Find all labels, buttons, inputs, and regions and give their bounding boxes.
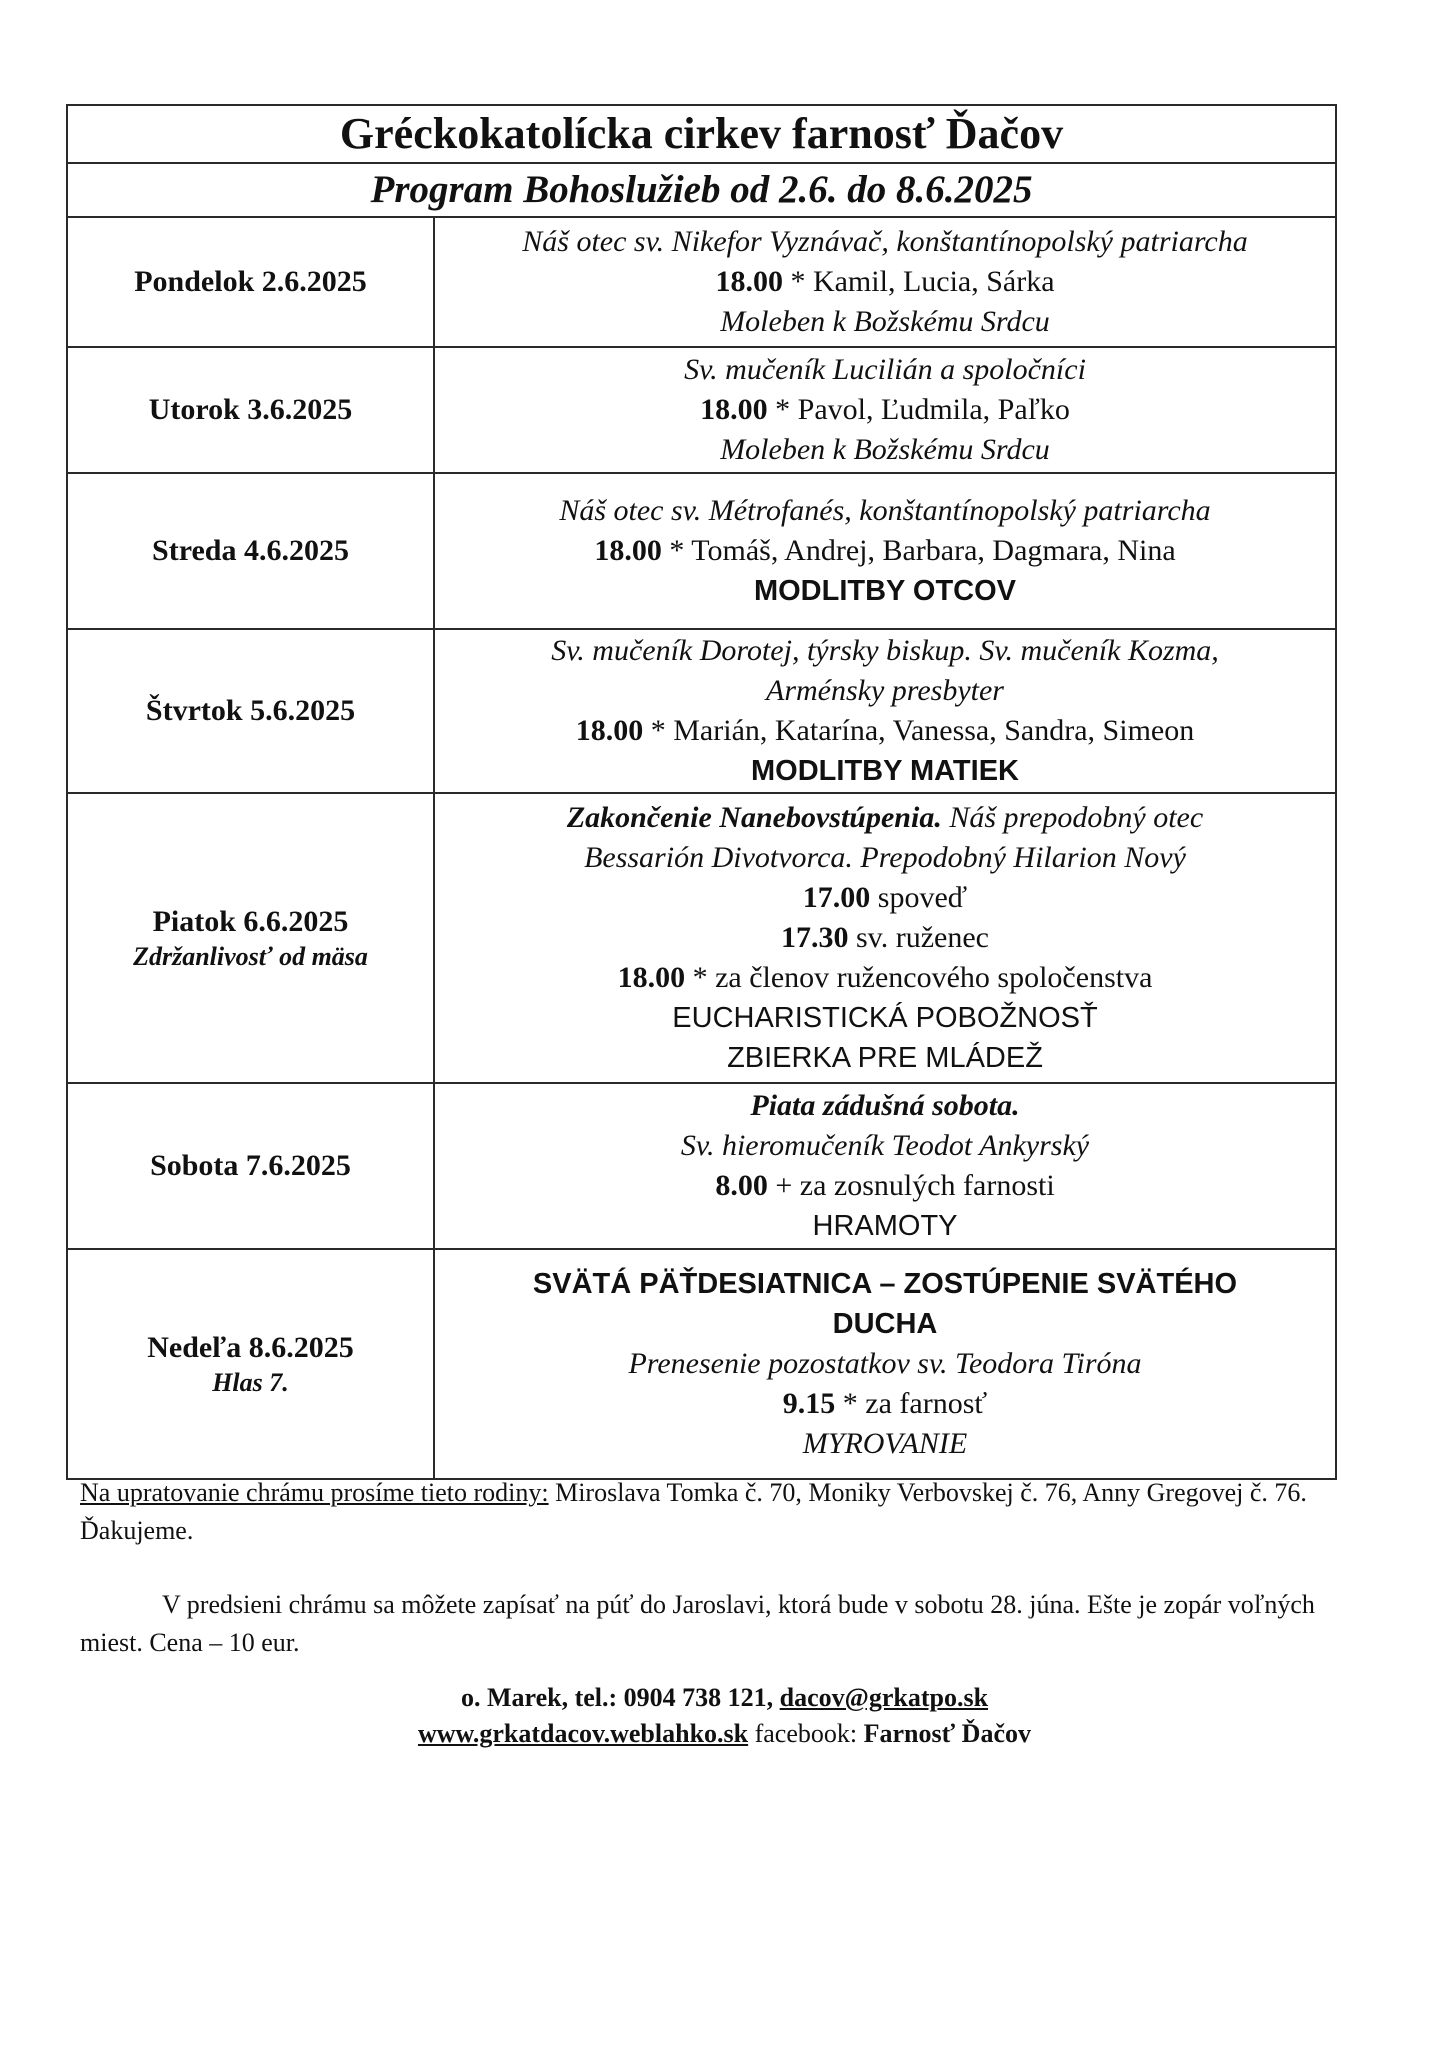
service-intention: * Kamil, Lucia, Sárka bbox=[790, 265, 1055, 298]
program-subtitle: Program Bohoslužieb od 2.6. do 8.6.2025 bbox=[67, 163, 1336, 217]
day-label: Streda 4.6.2025 bbox=[152, 534, 349, 567]
day-row bbox=[67, 793, 1336, 1083]
service-intention: * Marián, Katarína, Vanessa, Sandra, Simeon bbox=[650, 714, 1195, 747]
day-row bbox=[67, 1083, 1336, 1249]
contact-block bbox=[0, 1680, 1449, 1752]
feast-text: Náš prepodobný otec bbox=[941, 801, 1204, 834]
detail-line bbox=[435, 1384, 1335, 1424]
contact-line-1 bbox=[0, 1680, 1449, 1716]
email-link[interactable]: dacov@grkatpo.sk bbox=[779, 1683, 989, 1712]
day-cell bbox=[67, 793, 434, 1083]
detail-line bbox=[435, 958, 1335, 998]
service-time: 18.00 bbox=[575, 714, 644, 747]
day-row bbox=[67, 629, 1336, 793]
detail-line bbox=[435, 531, 1335, 571]
service-time: 17.00 bbox=[802, 881, 871, 914]
service-intention: * za členov ružencového spoločenstva bbox=[692, 961, 1153, 994]
day-label: Pondelok 2.6.2025 bbox=[134, 265, 367, 298]
contact-line-2 bbox=[0, 1716, 1449, 1752]
day-label: Nedeľa 8.6.2025 bbox=[147, 1331, 354, 1364]
service-intention: * Pavol, Ľudmila, Paľko bbox=[775, 393, 1070, 426]
day-row bbox=[67, 217, 1336, 347]
facebook-name: Farnosť Ďačov bbox=[863, 1719, 1031, 1748]
day-cell bbox=[67, 629, 434, 793]
detail-line: Sv. mučeník Dorotej, týrsky biskup. Sv. mučeník Kozma, bbox=[551, 634, 1219, 667]
detail-line: HRAMOTY bbox=[812, 1210, 958, 1242]
day-label: Piatok 6.6.2025 bbox=[152, 905, 349, 938]
detail-cell bbox=[434, 1249, 1336, 1479]
cleaning-families: Miroslava Tomka č. 70, Moniky Verbovskej č. 76, Anny Gregovej č. 76. Ďakujeme. bbox=[80, 1478, 1307, 1545]
detail-line: MODLITBY MATIEK bbox=[751, 755, 1019, 787]
detail-line: MYROVANIE bbox=[802, 1427, 968, 1460]
cleaning-notice bbox=[80, 1474, 1330, 1550]
day-label: Sobota 7.6.2025 bbox=[150, 1149, 351, 1182]
feast-title: Zakončenie Nanebovstúpenia. bbox=[566, 801, 942, 834]
detail-cell bbox=[434, 347, 1336, 473]
schedule-table bbox=[66, 104, 1337, 1480]
detail-line: Piata zádušná sobota. bbox=[750, 1089, 1020, 1122]
day-label: Utorok 3.6.2025 bbox=[148, 393, 353, 426]
detail-line bbox=[435, 918, 1335, 958]
detail-line bbox=[435, 262, 1335, 302]
detail-line: Náš otec sv. Nikefor Vyznávač, konštantínopolský patriarcha bbox=[522, 225, 1248, 258]
service-time: 18.00 bbox=[715, 265, 783, 298]
detail-cell bbox=[434, 473, 1336, 629]
service-intention: spoveď bbox=[877, 881, 968, 914]
service-intention: * Tomáš, Andrej, Barbara, Dagmara, Nina bbox=[669, 534, 1176, 567]
detail-line: Arménsky presbyter bbox=[766, 674, 1004, 707]
subheader-row bbox=[67, 163, 1336, 217]
detail-line: Sv. mučeník Lucilián a spoločníci bbox=[684, 353, 1086, 386]
service-time: 9.15 bbox=[782, 1387, 836, 1420]
detail-line: Sv. hieromučeník Teodot Ankyrský bbox=[680, 1129, 1090, 1162]
detail-line: DUCHA bbox=[832, 1308, 938, 1340]
service-time: 18.00 bbox=[617, 961, 686, 994]
day-row bbox=[67, 473, 1336, 629]
cleaning-label: Na upratovanie chrámu prosíme tieto rodiny: bbox=[80, 1478, 549, 1507]
detail-cell bbox=[434, 217, 1336, 347]
parish-title: Gréckokatolícka cirkev farnosť Ďačov bbox=[67, 105, 1336, 163]
detail-line: Moleben k Božskému Srdcu bbox=[720, 433, 1050, 466]
detail-line: EUCHARISTICKÁ POBOŽNOSŤ bbox=[672, 1002, 1098, 1034]
day-row bbox=[67, 1249, 1336, 1479]
service-time: 18.00 bbox=[700, 393, 768, 426]
detail-line: MODLITBY OTCOV bbox=[753, 575, 1017, 607]
service-time: 17.30 bbox=[781, 921, 849, 954]
priest-phone: o. Marek, tel.: 0904 738 121, bbox=[460, 1683, 780, 1712]
detail-line: Náš otec sv. Métrofanés, konštantínopolský patriarcha bbox=[559, 494, 1211, 527]
detail-line bbox=[435, 1166, 1335, 1206]
pilgrimage-notice: V predsieni chrámu sa môžete zapísať na púť do Jaroslavi, ktorá bude v sobotu 28. júna. Ešte je zopár voľných miest. Cena – 10 eur. bbox=[80, 1590, 1315, 1657]
website-link[interactable]: www.grkatdacov.weblahko.sk bbox=[417, 1719, 749, 1748]
detail-line bbox=[435, 878, 1335, 918]
service-intention: + za zosnulých farnosti bbox=[775, 1169, 1055, 1202]
day-cell bbox=[67, 1083, 434, 1249]
day-row bbox=[67, 347, 1336, 473]
detail-line: Moleben k Božskému Srdcu bbox=[720, 305, 1050, 338]
detail-line: Prenesenie pozostatkov sv. Teodora Tiróna bbox=[628, 1347, 1142, 1380]
service-time: 8.00 bbox=[715, 1169, 768, 1202]
day-cell bbox=[67, 347, 434, 473]
detail-cell bbox=[434, 793, 1336, 1083]
detail-line: SVÄTÁ PÄŤDESIATNICA – ZOSTÚPENIE SVÄTÉHO bbox=[532, 1268, 1238, 1300]
detail-line: ZBIERKA PRE MLÁDEŽ bbox=[727, 1042, 1043, 1074]
day-cell bbox=[67, 1249, 434, 1479]
service-intention: * za farnosť bbox=[842, 1387, 988, 1420]
detail-line bbox=[435, 798, 1335, 838]
announcements bbox=[80, 1474, 1330, 1662]
day-note: Hlas 7. bbox=[212, 1368, 289, 1397]
detail-line bbox=[435, 390, 1335, 430]
day-note: Zdržanlivosť od mäsa bbox=[133, 942, 368, 971]
detail-cell bbox=[434, 629, 1336, 793]
detail-cell bbox=[434, 1083, 1336, 1249]
facebook-label: facebook: bbox=[748, 1719, 864, 1748]
detail-line: Bessarión Divotvorca. Prepodobný Hilarion Nový bbox=[584, 841, 1186, 874]
service-time: 18.00 bbox=[594, 534, 662, 567]
day-cell bbox=[67, 217, 434, 347]
service-intention: sv. ruženec bbox=[856, 921, 989, 954]
detail-line bbox=[435, 711, 1335, 751]
schedule-sheet bbox=[66, 104, 1337, 1480]
day-label: Štvrtok 5.6.2025 bbox=[145, 694, 356, 727]
header-row bbox=[67, 105, 1336, 163]
day-cell bbox=[67, 473, 434, 629]
